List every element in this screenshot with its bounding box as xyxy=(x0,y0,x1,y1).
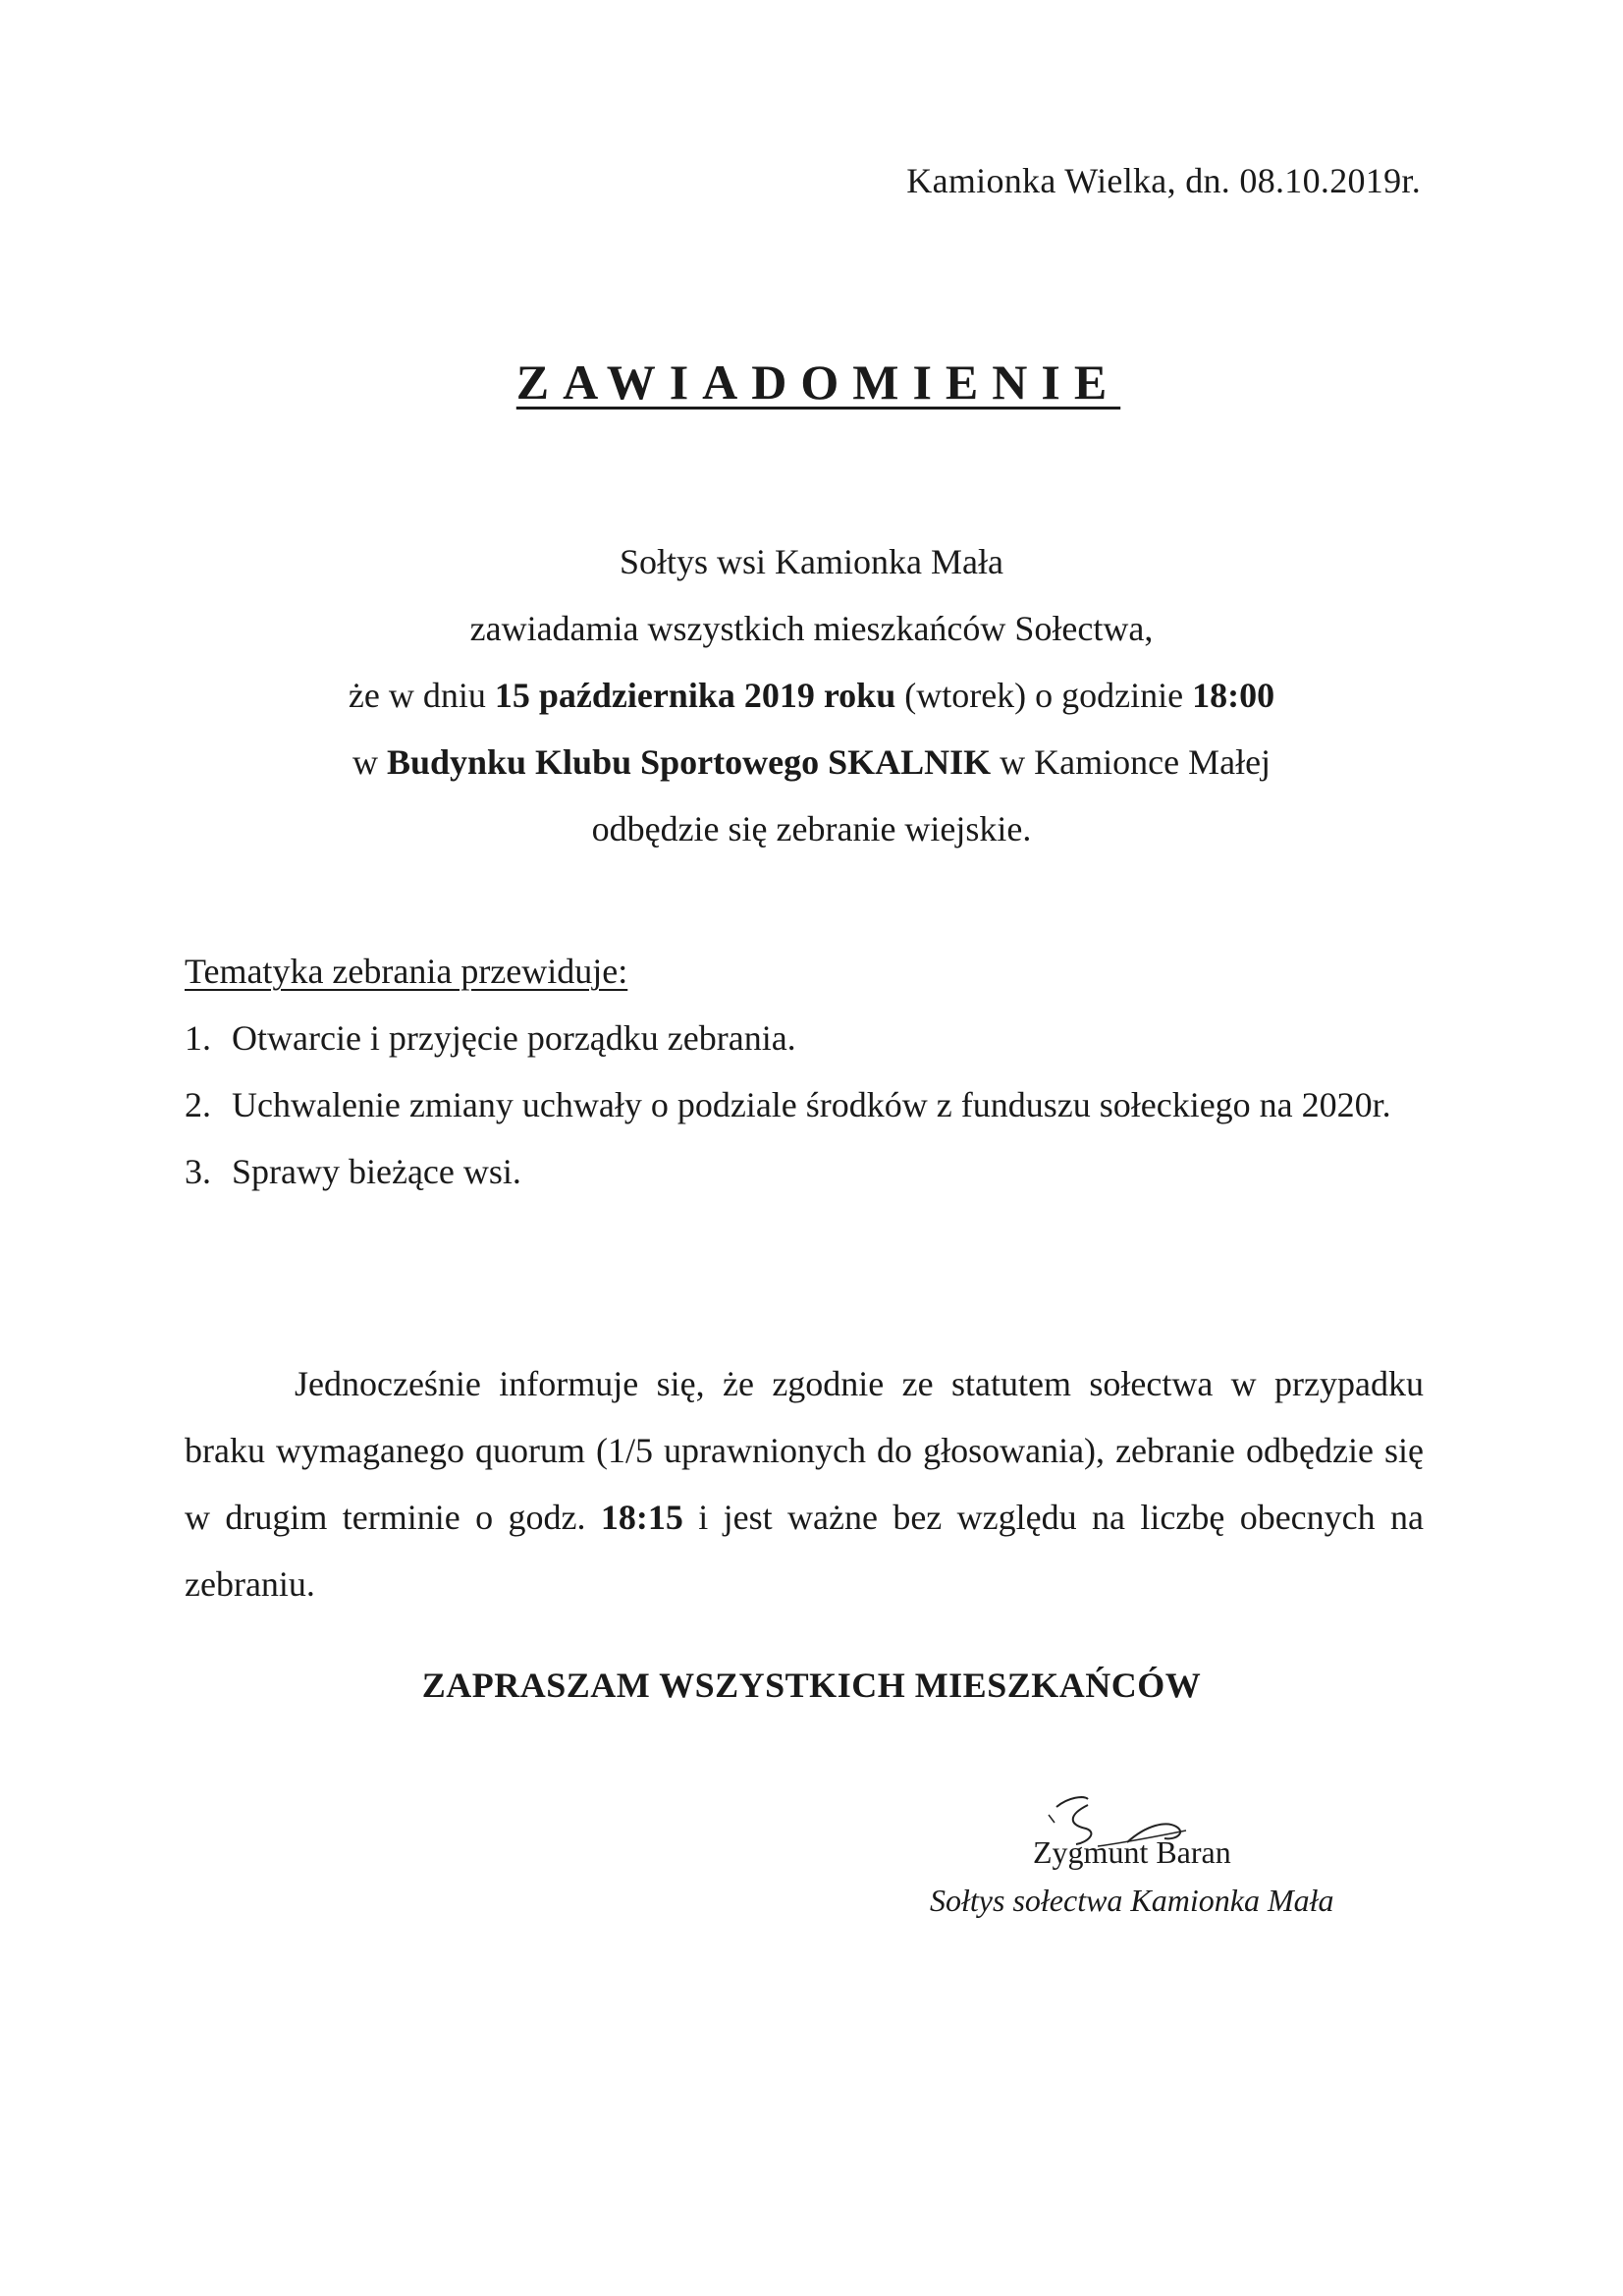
invitation-line: ZAPRASZAM WSZYSTKICH MIESZKAŃCÓW xyxy=(421,1666,1202,1705)
agenda-section xyxy=(185,938,1424,1205)
intro-text: (wtorek) o godzinie xyxy=(895,676,1193,715)
meeting-time: 18:00 xyxy=(1192,676,1275,715)
document-title: ZAWIADOMIENIE xyxy=(515,355,1121,410)
quorum-notice xyxy=(185,1350,1424,1617)
signer-role: Sołtys sołectwa Kamionka Mała xyxy=(930,1883,1334,1918)
document-title-wrapper xyxy=(0,354,1623,410)
agenda-heading: Tematyka zebrania przewiduje: xyxy=(185,952,628,991)
agenda-item-number: 2. xyxy=(185,1085,211,1124)
intro-text: w Kamionce Małej xyxy=(991,742,1271,782)
quorum-text: Jednocześnie informuje się, że zgodnie ze statutem sołectwa w przypadku braku wymaganego quorum (1/5 uprawnionych do głosowania), zebranie odbędzie się w drugim terminie o godz. xyxy=(185,1364,1424,1537)
agenda-item xyxy=(185,1071,1424,1138)
intro-text: że w dniu xyxy=(348,676,495,715)
agenda-item-number: 3. xyxy=(185,1152,211,1191)
intro-text: w xyxy=(352,742,387,782)
intro-line-3 xyxy=(0,662,1623,729)
intro-line-2: zawiadamia wszystkich mieszkańców Sołectwa, xyxy=(469,609,1154,648)
intro-line-5: odbędzie się zebranie wiejskie. xyxy=(591,809,1032,848)
quorum-text: i jest ważne bez względu na liczbę obecnych na zebraniu. xyxy=(185,1498,1424,1604)
agenda-item-text: Sprawy bieżące wsi. xyxy=(232,1152,521,1191)
quorum-paragraph xyxy=(185,1350,1424,1617)
place-and-date: Kamionka Wielka, dn. 08.10.2019r. xyxy=(906,161,1421,200)
signer-name: Zygmunt Baran xyxy=(1033,1834,1231,1870)
agenda-item xyxy=(185,1138,1424,1205)
meeting-date: 15 października 2019 roku xyxy=(494,676,896,715)
agenda-item-text: Uchwalenie zmiany uchwały o podziale środków z funduszu sołeckiego na 2020r. xyxy=(232,1085,1391,1124)
second-term-time: 18:15 xyxy=(600,1498,683,1537)
agenda-item-text: Otwarcie i przyjęcie porządku zebrania. xyxy=(232,1018,796,1058)
intro-line-1: Sołtys wsi Kamionka Mała xyxy=(620,542,1003,581)
intro-line-4 xyxy=(0,729,1623,795)
agenda-item-number: 1. xyxy=(185,1018,211,1058)
announcement-intro xyxy=(0,528,1623,862)
agenda-item xyxy=(185,1005,1424,1071)
meeting-venue: Budynku Klubu Sportowego SKALNIK xyxy=(386,742,992,782)
